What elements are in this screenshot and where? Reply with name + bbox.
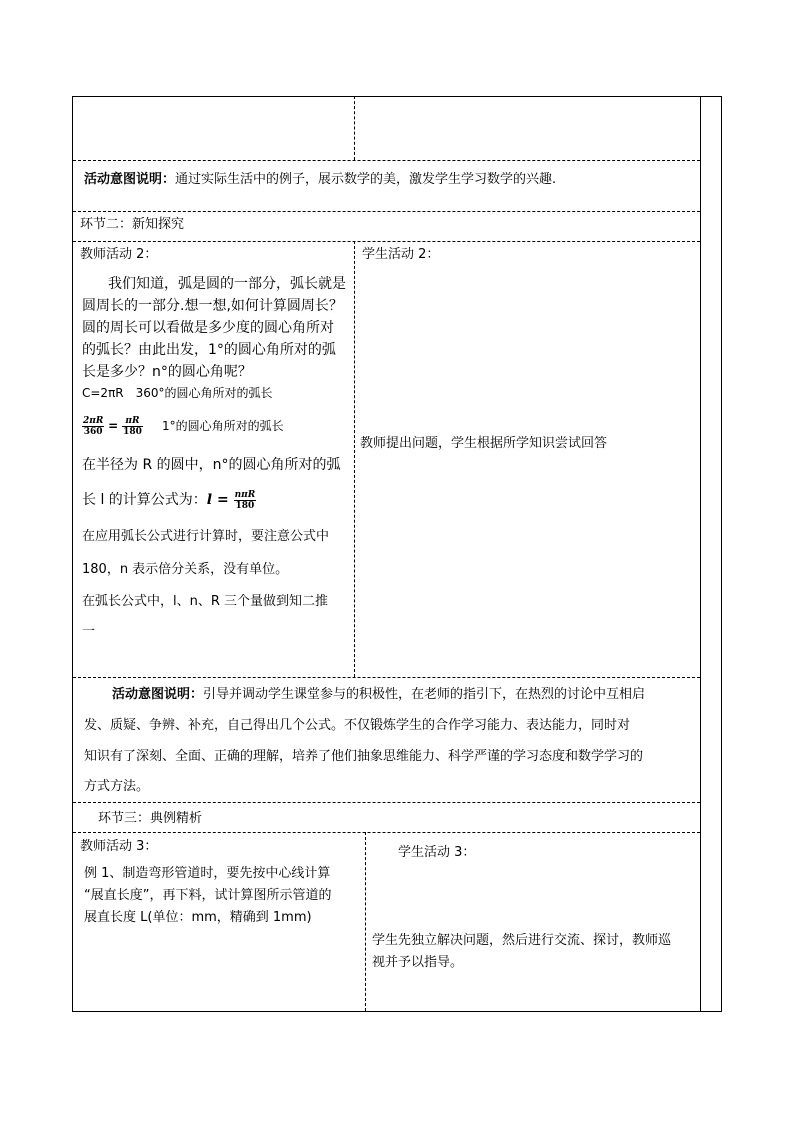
paragraph-line: 的弧长？由此出发，1°的圆心角所对的弧 (82, 342, 336, 358)
student-activity-2-text: 教师提出问题，学生根据所学知识尝试回答 (360, 436, 608, 451)
intent-2-line: 活动意图说明：引导并调动学生课堂参与的积极性，在老师的指引下，在热烈的讨论中互相启 (112, 687, 646, 702)
paragraph-line: 长是多少？n°的圆心角呢？ (82, 364, 252, 380)
student-activity-3-title: 学生活动 3： (398, 845, 476, 860)
paragraph-line: 我们知道，弧是圆的一部分，弧长就是 (108, 276, 346, 292)
fraction-2piR-360: $\frac{2\pi R}{360}$ (83, 416, 104, 437)
table-right-inner-line (700, 96, 701, 1012)
student-activity-3-line: 视并予以指导。 (372, 955, 464, 970)
intent-2-line: 知识有了深刻、全面、正确的理解，培养了他们抽象思维能力、科学严谨的学习态度和数学学习的 (84, 749, 644, 764)
intent-2-label: 活动意图说明： (112, 687, 204, 702)
intent-1 (84, 169, 556, 191)
note-line: 在应用弧长公式进行计算时，要注意公式中 (82, 529, 330, 544)
example-line: “展直长度”，再下料，试计算图所示管道的 (84, 888, 332, 903)
note-line: 180，n 表示倍分关系，没有单位。 (82, 562, 289, 577)
note-line: 一 (82, 624, 96, 639)
example-line: 例 1、制造弯形管道时，要先按中心线计算 (84, 866, 331, 881)
arc-length-formula: 长 l 的计算公式为：l = $\frac{\text{nπR}}{180}$ (82, 489, 256, 511)
student-activity-3-line: 学生先独立解决问题，然后进行交流、探讨，教师巡 (372, 933, 672, 948)
row-divider (73, 160, 700, 161)
paragraph-line: 圆周长的一部分.想一想,如何计算圆周长？ (82, 298, 343, 314)
fraction-npiR-180: $\frac{\text{nπR}}{180}$ (234, 489, 256, 511)
radius-line-1: 在半径为 R 的圆中，n°的圆心角所对的弧 (82, 457, 341, 473)
row-divider (73, 832, 700, 833)
column-divider (354, 241, 355, 677)
teacher-activity-2-title: 教师活动 2： (80, 247, 158, 262)
formula-circumference: C=2πR 360°的圆心角所对的弧长 (82, 386, 273, 400)
section-3-title: 环节三：典例精析 (98, 811, 203, 826)
row-divider (73, 802, 700, 803)
intent-1-label: 活动意图说明： (84, 172, 176, 187)
row-divider (73, 677, 700, 678)
section-2-title: 环节二：新知探究 (80, 217, 185, 232)
note-line: 在弧长公式中，l、n、R 三个量做到知二推 (82, 594, 329, 609)
example-line: 展直长度 L(单位：mm，精确到 1mm) (84, 910, 312, 925)
teacher-activity-3-title: 教师活动 3： (80, 839, 158, 854)
column-divider (365, 832, 366, 1011)
student-activity-2-title: 学生活动 2： (362, 247, 440, 262)
row-divider (73, 211, 700, 212)
paragraph-line: 圆的周长可以看做是多少度的圆心角所对 (82, 320, 334, 336)
intent-1-text: 通过实际生活中的例子，展示数学的美，激发学生学习数学的兴趣. (175, 172, 557, 187)
fraction-piR-180: $\frac{\pi R}{180}$ (123, 416, 142, 437)
intent-2-line: 发、质疑、争辨、补充，自己得出几个公式。不仅锻炼学生的合作学习能力、表达能力，同时对 (84, 718, 631, 733)
column-divider (354, 96, 355, 160)
row-divider (73, 241, 700, 242)
formula-unit-arc: $\frac{2\pi R}{360}$ = $\frac{\pi R}{180}$ 1°的圆心角所对的弧长 (83, 416, 284, 437)
intent-2-line: 方式方法。 (84, 779, 150, 794)
